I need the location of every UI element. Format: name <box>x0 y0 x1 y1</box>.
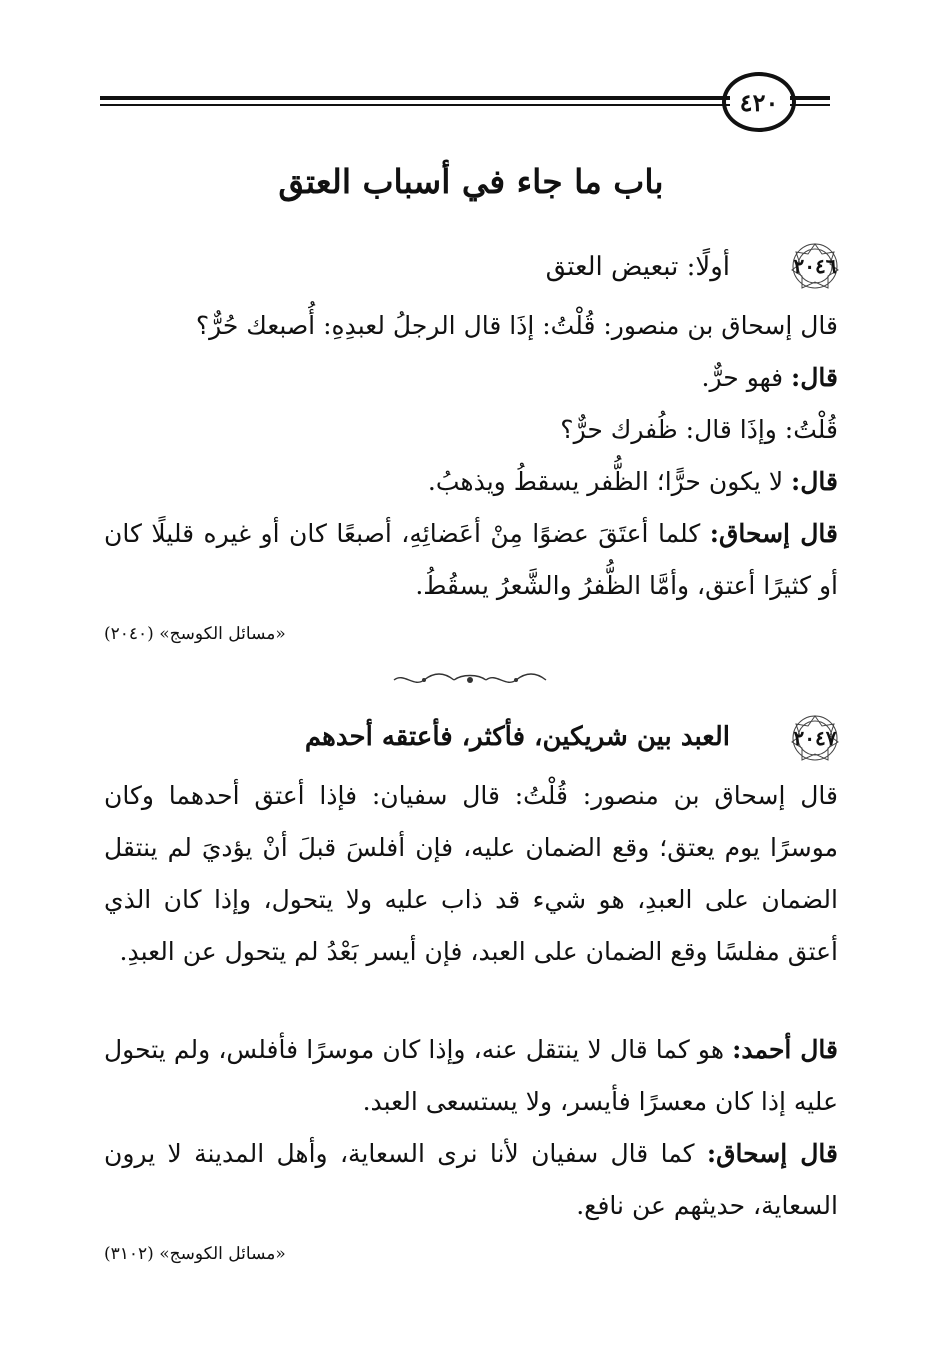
section-title: أولًا: تبعيض العتق <box>545 252 730 282</box>
header-rule-left <box>100 96 730 110</box>
section-title: العبد بين شريكين، فأكثر، فأعتقه أحدهم <box>304 722 730 752</box>
source-citation: «مسائل الكوسج» (٣١٠٢) <box>104 1244 286 1264</box>
section-2-paragraph-3: قال إسحاق: كما قال سفيان لأنا نرى السعاية، وأهل المدينة لا يرون السعاية، حديثهم عن نافع. <box>104 1139 838 1220</box>
page-title: باب ما جاء في أسباب العتق <box>278 162 664 201</box>
section-number-badge <box>782 240 848 292</box>
ornament-divider-icon <box>390 672 550 688</box>
page-number: ٤٢٠ <box>722 72 796 132</box>
section-number: ٢٠٤٦ <box>793 254 837 278</box>
section-number-badge <box>782 712 848 764</box>
source-citation: «مسائل الكوسج» (٢٠٤٠) <box>104 624 286 644</box>
section-1-line-1: قال إسحاق بن منصور: قُلْتُ: إذَا قال الرجلُ لعبدِهِ: أُصبعك حُرٌّ؟ <box>195 311 838 340</box>
section-2-paragraph-2: قال أحمد: هو كما قال لا ينتقل عنه، وإذا كان موسرًا فأفلس، ولم يتحول عليه إذا كان معسرًا فأيسر، ولا يستسعى العبد. <box>104 1035 838 1116</box>
section-number: ٢٠٤٧ <box>793 726 837 750</box>
section-1-line-3: قُلْتُ: وإذَا قال: ظُفرك حرٌّ؟ <box>560 415 838 444</box>
section-2-paragraph-1: قال إسحاق بن منصور: قُلْتُ: قال سفيان: فإذا أعتق أحدهما وكان موسرًا يوم يعتق؛ وقع الضمان عليه، فإن أفلسَ قبلَ أنْ يؤديَ لم ينتقل الضمان على العبدِ، هو شيء قد ذاب عليه ولا يتحول، وإذا كان الذي أعتق مفلسًا وقع الضمان على العبد، فإن أيسر بَعْدُ لم يتحول عن العبدِ. <box>104 781 838 966</box>
section-1-line-2: قال: فهو حرٌّ. <box>701 363 838 392</box>
section-1-line-5: قال إسحاق: كلما أعتَقَ عضوًا مِنْ أعَضائِهِ، أصبعًا كان أو غيره قليلًا كان أو كثيرًا أعتق، وأمَّا الظُّفرُ والشَّعرُ يسقُطُ. <box>104 519 838 600</box>
section-1-line-4: قال: لا يكون حرًّا؛ الظُّفر يسقطُ ويذهبُ. <box>427 467 838 496</box>
header-rule-right <box>790 96 830 110</box>
